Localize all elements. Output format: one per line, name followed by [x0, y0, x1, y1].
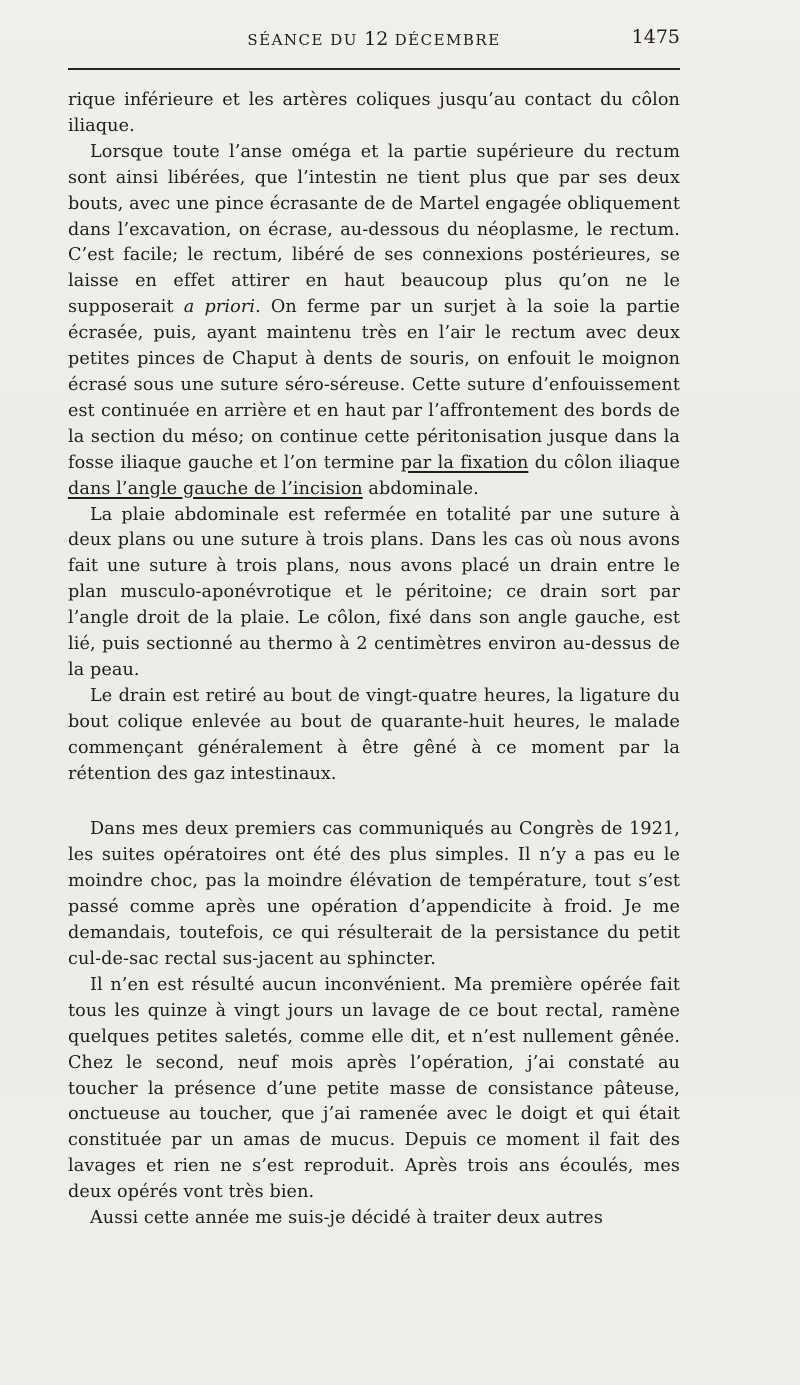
underlined-fixation: par la fixation: [400, 452, 529, 473]
running-head-before: SÉANCE DU: [247, 31, 365, 49]
paragraph-7: Aussi cette année me suis-je décidé à traiter deux autres: [90, 1208, 603, 1229]
body-text: [68, 88, 680, 1232]
paragraph-2-part-c: du côlon iliaque: [528, 452, 680, 473]
paragraph-2-part-a: Lorsque toute l’anse oméga et la partie supérieure du rectum sont ainsi libérées, que l’intestin ne tient plus que par ses deux bouts, avec une pince écrasante de de Martel engagée obliquement dans l’excavation, on écrase, au-dessous du néoplasme, le rectum. C’est facile; le rectum, libéré de ses connexions postérieures, se laisse en effet attirer en haut beaucoup plus qu’on ne le supposerait: [68, 141, 680, 318]
page-header: [68, 28, 680, 54]
paragraph-2-part-d: abdominale.: [362, 478, 479, 499]
underlined-incision: dans l’angle gauche de l’incision: [68, 478, 363, 499]
paragraph-2: [68, 140, 680, 503]
paragraph-1: rique inférieure et les artères coliques jusqu’au contact du côlon iliaque.: [68, 90, 680, 136]
paragraph-3: La plaie abdominale est refermée en totalité par une suture à deux plans ou une suture à trois plans. Dans les cas où nous avons fait une suture à trois plans, nous avons placé un drain entre le plan musculo-aponévrotique et le péritoine; ce drain sort par l’angle droit de la plaie. Le côlon, fixé dans son angle gauche, est lié, puis sectionné au thermo à 2 centimètres environ au-dessus de la peau.: [68, 504, 680, 680]
running-head-after: DÉCEMBRE: [388, 31, 501, 49]
paragraph-6: Il n’en est résulté aucun inconvénient. Ma première opérée fait tous les quinze à vingt jours un lavage de ce bout rectal, ramène quelques petites saletés, comme elle dit, et n’est nullement gênée. Chez le second, neuf mois après l’opération, j’ai constaté au toucher la présence d’une petite masse de consistance pâteuse, onctueuse au toucher, que j’ai ramenée avec le doigt et qui était constituée par un amas de mucus. Depuis ce moment il fait des lavages et rien ne s’est reproduit. Après trois ans écoulés, mes deux opérés vont très bien.: [68, 974, 680, 1203]
header-rule: [68, 68, 680, 70]
paragraph-2-part-b: . On ferme par un surjet à la soie la partie écrasée, puis, ayant maintenu très en l’air le rectum avec deux petites pinces de Chaput à dents de souris, on enfouit le moignon écrasé sous une suture séro-séreuse. Cette suture d’enfouissement est continuée en arrière et en haut par l’affrontement des bords de la section du méso; on continue cette péritonisation jusque dans la fosse iliaque gauche et l’on termine: [68, 297, 680, 473]
running-head-date: 12: [364, 28, 389, 50]
page-number: 1475: [631, 26, 680, 48]
paragraph-5: Dans mes deux premiers cas communiqués au Congrès de 1921, les suites opératoires ont été des plus simples. Il n’y a pas eu le moindre choc, pas la moindre élévation de température, tout s’est passé comme après une opération d’appendicite à froid. Je me demandais, toutefois, ce qui résulterait de la persistance du petit cul-de-sac rectal sus-jacent au sphincter.: [68, 819, 680, 969]
running-head: [68, 28, 680, 50]
italic-a-priori: a priori: [183, 297, 256, 318]
paragraph-4: Le drain est retiré au bout de vingt-quatre heures, la ligature du bout colique enlevée au bout de quarante-huit heures, le malade commençant généralement à être gêné à ce moment par la rétention des gaz intestinaux.: [68, 685, 680, 784]
